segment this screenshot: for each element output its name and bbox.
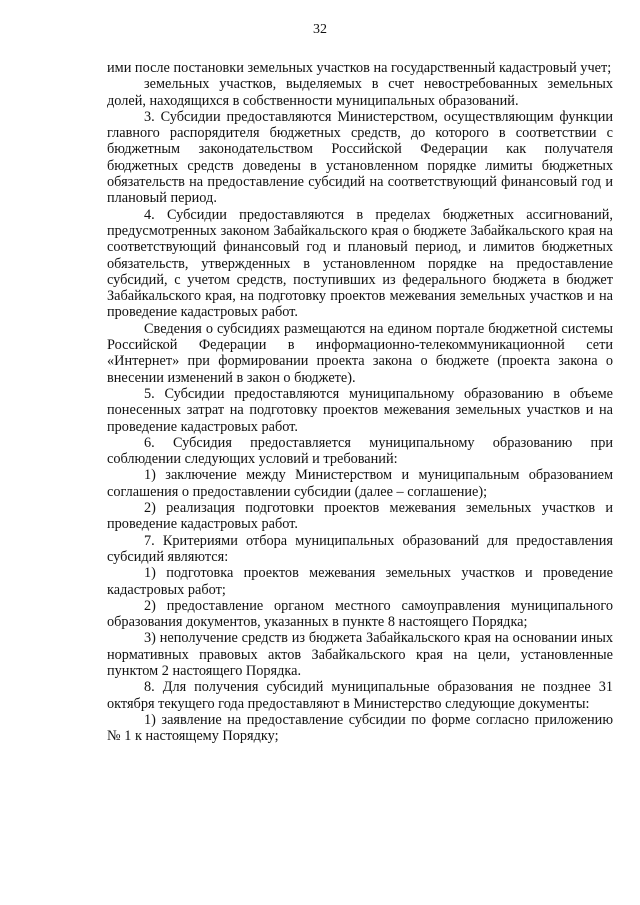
paragraph-land-shares: земельных участков, выделяемых в счет невостребованных земельных долей, находящихся в собственности муниципальных образований. [107, 76, 613, 109]
paragraph-item-5: 5. Субсидии предоставляются муниципальному образованию в объеме понесенных затрат на подготовку проектов межевания земельных участков и на проведение кадастровых работ. [107, 385, 613, 435]
document-body [107, 60, 613, 744]
paragraph-subsidy-info: Сведения о субсидиях размещаются на едином портале бюджетной системы Российской Федерации в информационно-телекоммуникационной сети «Интернет» при формировании проекта закона о бюджете (проекта закона о внесении изменений в закон о бюджете). [107, 320, 613, 386]
paragraph-item-8: 8. Для получения субсидий муниципальные образования не позднее 31 октября текущего года предоставляют в Министерство следующие документы: [107, 679, 613, 712]
paragraph-item-6-2: 2) реализация подготовки проектов межевания земельных участков и проведение кадастровых работ. [107, 500, 613, 533]
paragraph-item-6: 6. Субсидия предоставляется муниципальному образованию при соблюдении следующих условий и требований: [107, 434, 613, 468]
page-number: 32 [313, 22, 327, 37]
paragraph-item-7: 7. Критериями отбора муниципальных образований для предоставления субсидий являются: [107, 532, 613, 565]
paragraph-item-6-1: 1) заключение между Министерством и муниципальным образованием соглашения о предоставлении субсидии (далее – соглашение); [107, 467, 613, 500]
paragraph-item-8-1: 1) заявление на предоставление субсидии по форме согласно приложению № 1 к настоящему Порядку; [107, 711, 613, 745]
paragraph-item-7-2: 2) предоставление органом местного самоуправления муниципального образования документов, указанных в пункте 8 настоящего Порядка; [107, 597, 613, 631]
paragraph-item-3: 3. Субсидии предоставляются Министерством, осуществляющим функции главного распорядителя бюджетных средств, до которого в соответствии с бюджетным законодательством Российской Федерации как получателя бюджетных средств доведены в установленном порядке лимиты бюджетных обязательств на предоставление субсидий на соответствующий финансовый год и плановый период. [107, 108, 613, 207]
paragraph-continuation: ими после постановки земельных участков на государственный кадастровый учет; [107, 60, 612, 76]
paragraph-item-7-3: 3) неполучение средств из бюджета Забайкальского края на основании иных нормативных правовых актов Забайкальского края на цели, установленные пунктом 2 настоящего Порядка. [107, 630, 613, 679]
paragraph-item-4: 4. Субсидии предоставляются в пределах бюджетных ассигнований, предусмотренных законом Забайкальского края о бюджете Забайкальского края на соответствующий финансовый год и плановый период, и лимитов бюджетных обязательств, утвержденных в установленном порядке на предоставление субсидий, с учетом средств, поступивших из федерального бюджета в бюджет Забайкальского края, на подготовку проектов межевания земельных участков и на проведение кадастровых работ. [107, 206, 613, 321]
paragraph-item-7-1: 1) подготовка проектов межевания земельных участков и проведение кадастровых работ; [107, 565, 613, 598]
